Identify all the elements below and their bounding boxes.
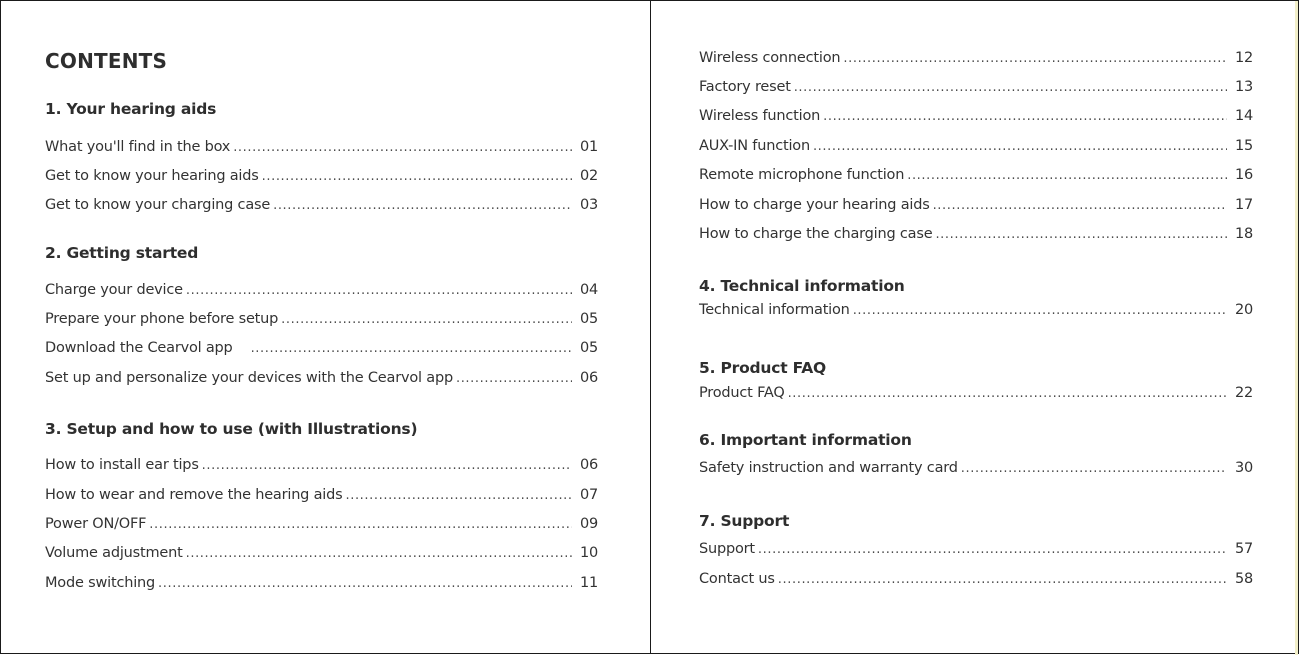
toc-entry-page: 03	[579, 197, 598, 213]
left-page	[0, 0, 651, 654]
toc-entry-whats-in-the-box[interactable]	[45, 139, 598, 161]
dot-leader	[273, 198, 572, 213]
toc-entry-product-faq[interactable]	[699, 385, 1253, 407]
dot-leader	[251, 341, 572, 356]
toc-entry-page: 12	[1234, 50, 1253, 66]
toc-entry-page: 05	[579, 311, 598, 327]
toc-entry-know-charging-case[interactable]	[45, 197, 598, 219]
dot-leader	[933, 198, 1227, 213]
toc-entry-label: Power ON/OFF	[45, 516, 147, 532]
dot-leader	[843, 51, 1227, 66]
toc-entry-set-up-app[interactable]	[45, 370, 598, 392]
toc-entry-page: 17	[1234, 197, 1253, 213]
toc-entry-page: 58	[1234, 571, 1253, 587]
toc-entry-page: 11	[579, 575, 598, 591]
toc-entry-label: Wireless connection	[699, 50, 841, 66]
toc-entry-label: Charge your device	[45, 282, 183, 298]
dot-leader	[813, 139, 1227, 154]
toc-entry-page: 14	[1234, 108, 1253, 124]
section-heading-product-faq: 5. Product FAQ	[699, 359, 827, 377]
toc-entry-page: 10	[579, 545, 598, 561]
dot-leader	[281, 312, 572, 327]
dot-leader	[456, 371, 572, 386]
dot-leader	[158, 576, 572, 591]
toc-entry-remote-microphone[interactable]	[699, 167, 1253, 189]
toc-entry-wireless-function[interactable]	[699, 108, 1253, 130]
toc-entry-label: How to charge the charging case	[699, 226, 933, 242]
toc-entry-mode-switching[interactable]	[45, 575, 598, 597]
toc-entry-page: 15	[1234, 138, 1253, 154]
toc-entry-know-hearing-aids[interactable]	[45, 168, 598, 190]
section-heading-important-information: 6. Important information	[699, 431, 912, 449]
toc-entry-aux-in-function[interactable]	[699, 138, 1253, 160]
right-page	[650, 0, 1299, 654]
toc-entry-label: How to install ear tips	[45, 457, 199, 473]
toc-entry-contact-us[interactable]	[699, 571, 1253, 593]
toc-entry-wireless-connection[interactable]	[699, 50, 1253, 72]
toc-entry-prepare-phone[interactable]	[45, 311, 598, 333]
toc-entry-label: Set up and personalize your devices with the Cearvol app	[45, 370, 453, 386]
toc-entry-volume-adjustment[interactable]	[45, 545, 598, 567]
dot-leader	[907, 168, 1227, 183]
dot-leader	[788, 386, 1227, 401]
section-heading-getting-started: 2. Getting started	[45, 244, 199, 262]
toc-entry-label: Mode switching	[45, 575, 156, 591]
dot-leader	[233, 140, 572, 155]
toc-entry-safety-warranty[interactable]	[699, 460, 1253, 482]
dot-leader	[202, 458, 572, 473]
section-heading-setup-and-use: 3. Setup and how to use (with Illustrations)	[45, 420, 418, 438]
toc-entry-factory-reset[interactable]	[699, 79, 1253, 101]
dot-leader	[149, 517, 572, 532]
toc-entry-page: 20	[1234, 302, 1253, 318]
toc-entry-page: 30	[1234, 460, 1253, 476]
contents-title: CONTENTS	[45, 49, 168, 73]
toc-entry-label: AUX-IN function	[699, 138, 810, 154]
toc-entry-page: 01	[579, 139, 598, 155]
toc-entry-page: 57	[1234, 541, 1253, 557]
toc-entry-label: Get to know your charging case	[45, 197, 271, 213]
section-heading-technical-information: 4. Technical information	[699, 277, 905, 295]
page-edge-strip	[1295, 1, 1298, 655]
dot-leader	[262, 169, 572, 184]
toc-entry-wear-remove[interactable]	[45, 487, 598, 509]
section-heading-your-hearing-aids: 1. Your hearing aids	[45, 100, 217, 118]
toc-entry-power-on-off[interactable]	[45, 516, 598, 538]
toc-entry-label: Download the Cearvol app	[45, 340, 233, 356]
toc-entry-label: Technical information	[699, 302, 850, 318]
toc-entry-page: 07	[579, 487, 598, 503]
dot-leader	[345, 488, 572, 503]
toc-entry-support[interactable]	[699, 541, 1253, 563]
dot-leader	[961, 461, 1227, 476]
toc-entry-page: 06	[579, 457, 598, 473]
dot-leader	[778, 572, 1227, 587]
dot-leader	[186, 546, 572, 561]
toc-entry-label: Prepare your phone before setup	[45, 311, 279, 327]
toc-entry-install-ear-tips[interactable]	[45, 457, 598, 479]
toc-entry-technical-information[interactable]	[699, 302, 1253, 324]
toc-entry-label: Contact us	[699, 571, 775, 587]
toc-entry-download-app[interactable]	[45, 340, 598, 362]
toc-entry-page: 18	[1234, 226, 1253, 242]
toc-entry-label: Product FAQ	[699, 385, 785, 401]
dot-leader	[823, 109, 1227, 124]
dot-leader	[935, 227, 1227, 242]
toc-entry-label: Volume adjustment	[45, 545, 183, 561]
toc-entry-label: Wireless function	[699, 108, 821, 124]
toc-entry-page: 16	[1234, 167, 1253, 183]
toc-entry-label: How to wear and remove the hearing aids	[45, 487, 343, 503]
toc-entry-page: 04	[579, 282, 598, 298]
toc-entry-page: 06	[579, 370, 598, 386]
toc-entry-page: 22	[1234, 385, 1253, 401]
toc-entry-charge-charging-case[interactable]	[699, 226, 1253, 248]
toc-entry-page: 09	[579, 516, 598, 532]
toc-entry-label: How to charge your hearing aids	[699, 197, 930, 213]
toc-entry-charge-hearing-aids[interactable]	[699, 197, 1253, 219]
dot-leader	[853, 303, 1227, 318]
dot-leader	[758, 542, 1227, 557]
toc-entry-page: 05	[579, 340, 598, 356]
toc-entry-page: 13	[1234, 79, 1253, 95]
section-heading-support: 7. Support	[699, 512, 790, 530]
toc-entry-label: Support	[699, 541, 755, 557]
toc-entry-label: Factory reset	[699, 79, 791, 95]
toc-entry-charge-device[interactable]	[45, 282, 598, 304]
dot-leader	[186, 283, 572, 298]
toc-entry-label: Safety instruction and warranty card	[699, 460, 958, 476]
toc-entry-label: Get to know your hearing aids	[45, 168, 259, 184]
toc-entry-page: 02	[579, 168, 598, 184]
dot-leader	[794, 80, 1227, 95]
toc-entry-label: What you'll find in the box	[45, 139, 231, 155]
toc-entry-label: Remote microphone function	[699, 167, 905, 183]
